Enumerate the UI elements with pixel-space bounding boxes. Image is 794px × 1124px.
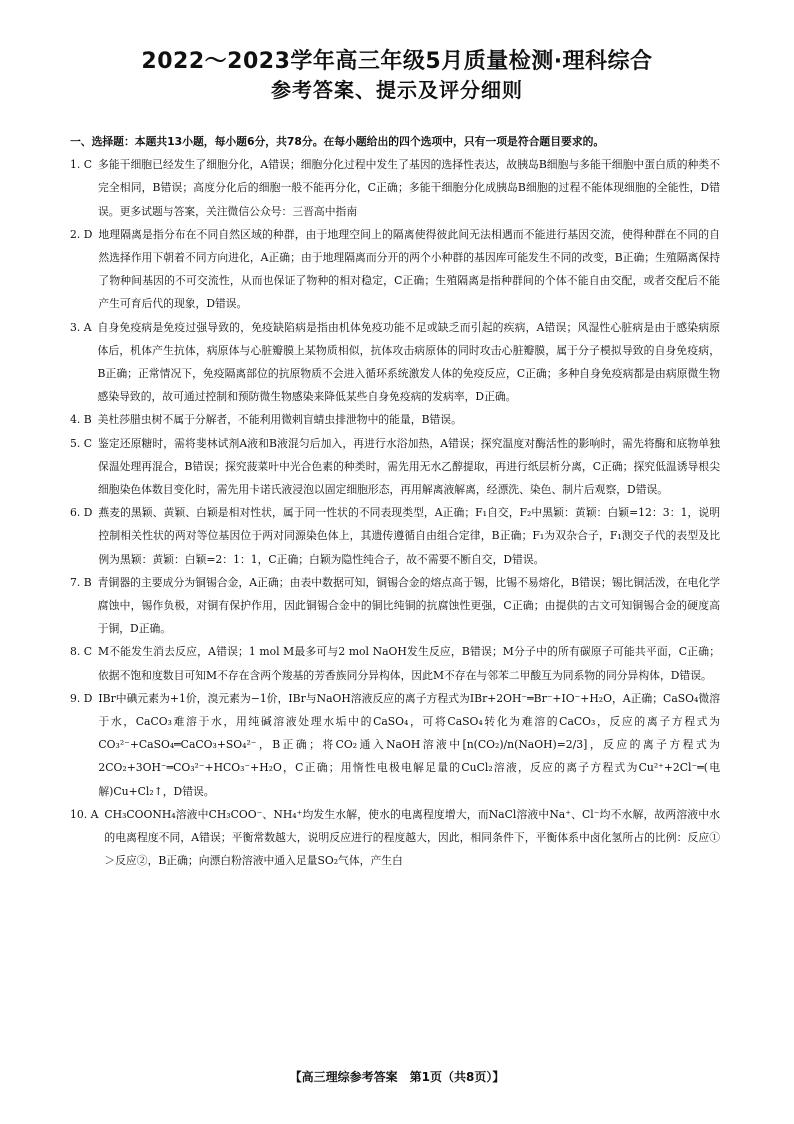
question-item — [70, 153, 720, 223]
question-item — [70, 316, 720, 409]
question-number: 4. B — [70, 413, 92, 427]
question-explanation: M不能发生消去反应，A错误；1 mol M最多可与2 mol NaOH发生反应，B错误；M分子中的所有碳原子可能共平面，C正确；依据不饱和度数目可知M不存在含两个羧基的芳香族同分异构体，因此M不存在与邻苯二甲酸互为同系物的同分异构体，D错误。 — [98, 645, 720, 682]
question-number: 9. D — [70, 691, 93, 705]
question-explanation: IBr中碘元素为+1价，溴元素为−1价，IBr与NaOH溶液反应的离子方程式为IBr+2OH⁻═Br⁻+IO⁻+H₂O，A正确；CaSO₄微溶于水，CaCO₃难溶于水，用纯碱溶液处理水垢中的CaSO₄，可将CaSO₄转化为难溶的CaCO₃，反应的离子方程式为CO₃²⁻+CaSO₄═CaCO₃+SO₄²⁻，B正确；将CO₂通入NaOH溶液中[n(CO₂)/n(NaOH)=2/3]，反应的离子方程式为2CO₂+3OH⁻═CO₃²⁻+HCO₃⁻+H₂O，C正确；用惰性电极电解足量的CuCl₂溶液，反应的离子方程式为Cu²⁺+2Cl⁻═(电解)Cu+Cl₂↑，D错误。 — [98, 691, 720, 798]
question-number: 6. D — [70, 506, 93, 520]
question-number: 7. B — [70, 575, 92, 589]
question-number: 2. D — [70, 227, 93, 241]
question-item — [70, 432, 720, 502]
document-subtitle: 参考答案、提示及评分细则 — [271, 78, 523, 102]
question-number: 5. C — [70, 436, 92, 450]
question-explanation: 多能干细胞已经发生了细胞分化，A错误；细胞分化过程中发生了基因的选择性表达，故胰岛B细胞与多能干细胞中蛋白质的种类不完全相同，B错误；高度分化后的细胞一般不能再分化，C正确；多能干细胞分化成胰岛B细胞的过程不能体现细胞的全能性，D错误。更多试题与答案，关注微信公众号：三晋高中指南 — [98, 158, 720, 218]
question-explanation: 鉴定还原糖时，需将斐林试剂A液和B液混匀后加入，再进行水浴加热，A错误；探究温度对酶活性的影响时，需先将酶和底物单独保温处理再混合，B错误；探究菠菜叶中光合色素的种类时，需先用无水乙醇提取，再进行纸层析分离，C正确；探究低温诱导根尖细胞染色体数目变化时，需先用卡诺氏液浸泡以固定细胞形态，再用解离液解离，经漂洗、染色、制片后观察，D错误。 — [98, 436, 720, 497]
question-explanation: 自身免疫病是免疫过强导致的，免疫缺陷病是指由机体免疫功能不足或缺乏而引起的疾病，A错误；风湿性心脏病是由于感染病原体后，机体产生抗体，病原体与心脏瓣膜上某物质相似，抗体攻击病原体的同时攻击心脏瓣膜，属于分子模拟导致的自身免疫病，B正确；正常情况下，免疫隔离部位的抗原物质不会进入循环系统激发人体的免疫反应，C正确；多种自身免疫病都是由病原微生物感染导致的，故可通过控制和预防微生物感染来降低某些自身免疫病的发病率，D正确。 — [97, 320, 720, 404]
question-explanation: 燕麦的黑颖、黄颖、白颖是相对性状，属于同一性状的不同表现类型，A正确；F₁自交，F₂中黑颖：黄颖：白颖=12：3：1，说明控制相关性状的两对等位基因位于两对同源染色体上，其遗传遵循自由组合定律，B正确；F₁为双杂合子，F₁测交子代的表型及比例为黑颖：黄颖：白颖=2：1：1，C正确；白颖为隐性纯合子，故不需要不断自交，D错误。 — [98, 506, 720, 566]
answer-content — [70, 130, 720, 873]
question-item — [70, 803, 720, 873]
question-item — [70, 408, 720, 431]
question-explanation: CH₃COONH₄溶液中CH₃COO⁻、NH₄⁺均发生水解，使水的电离程度增大，而NaCl溶液中Na⁺、Cl⁻均不水解，故两溶液中水的电离程度不同，A错误；平衡常数越大，说明反应进行的程度越大，因此，相同条件下，平衡体系中卤化氢所占的比例：反应①＞反应②，B正确；向漂白粉溶液中通入足量SO₂气体，产生白 — [104, 807, 720, 868]
question-list — [70, 153, 720, 872]
question-explanation: 青铜器的主要成分为铜锡合金，A正确；由表中数据可知，铜锡合金的熔点高于锡，比锡不易熔化，B错误；锡比铜活泼，在电化学腐蚀中，锡作负极，对铜有保护作用，因此铜锡合金中的铜比纯铜的抗腐蚀性更强，C正确；由提供的古文可知铜锡合金的硬度高于铜，D正确。 — [97, 575, 720, 636]
question-number: 10. A — [70, 807, 99, 821]
question-explanation: 美杜莎腊虫树不属于分解者，不能利用微剌盲蜻虫排泄物中的能量，B错误。 — [97, 413, 462, 427]
page-footer: 【高三理综参考答案 第1页（共8页）】 — [289, 1070, 505, 1084]
question-explanation: 地理隔离是指分布在不同自然区域的种群，由于地理空间上的隔离使得彼此间无法相遇而不能进行基因交流，使得种群在不同的自然选择作用下朝着不同方向进化，A正确；由于地理隔离而分开的两个小种群的基因库可能发生不同的改变，B正确；生殖隔离保持了物种间基因的不可交流性，从而也保证了物种的相对稳定，C正确；生殖隔离是指种群间的个体不能自由交配，或者交配后不能产生可育后代的现象，D错误。 — [98, 227, 720, 311]
question-item — [70, 223, 720, 316]
question-number: 3. A — [70, 320, 92, 334]
section-heading: 一、选择题：本题共13小题，每小题6分，共78分。在每小题给出的四个选项中，只有一项是符合题目要求的。 — [70, 135, 605, 148]
question-item — [70, 571, 720, 641]
question-number: 8. C — [70, 645, 92, 659]
question-item — [70, 640, 720, 686]
question-item — [70, 501, 720, 571]
question-item — [70, 687, 720, 803]
question-number: 1. C — [70, 158, 92, 172]
document-title: 2022～2023学年高三年级5月质量检测·理科综合 — [141, 49, 653, 74]
